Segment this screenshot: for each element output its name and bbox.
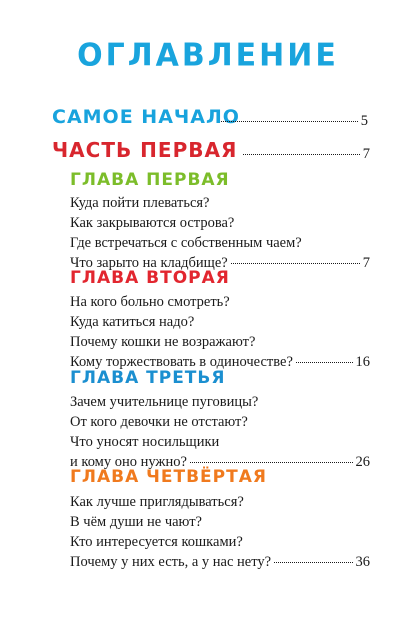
page-number: 7 bbox=[362, 255, 370, 271]
question-line: Что уносят носильщики bbox=[70, 434, 220, 450]
question-line: От кого девочки не отстают? bbox=[70, 414, 248, 430]
question-line-last: Почему у них есть, а у нас нету? 36 bbox=[70, 554, 370, 570]
page-number: 36 bbox=[355, 554, 370, 570]
chapter-3-questions bbox=[70, 392, 370, 472]
question-line: В чём души не чают? bbox=[70, 514, 202, 530]
question-line: Зачем учительнице пуговицы? bbox=[70, 394, 259, 410]
question-line: Как закрываются острова? bbox=[70, 215, 235, 231]
question-line: На кого больно смотреть? bbox=[70, 294, 230, 310]
question-line-last: Кому торжествовать в одиночестве? 16 bbox=[70, 354, 370, 370]
question-line: Почему кошки не возражают? bbox=[70, 334, 256, 350]
page-title: ОГЛАВЛЕНИЕ bbox=[77, 37, 339, 74]
dot-leader bbox=[221, 121, 358, 122]
dot-leader bbox=[296, 362, 353, 363]
chapter-4-questions bbox=[70, 492, 370, 572]
question-line: Как лучше приглядываться? bbox=[70, 494, 244, 510]
question-line: Куда катиться надо? bbox=[70, 314, 195, 330]
heading-chapter-3[interactable]: ГЛАВА ТРЕТЬЯ bbox=[70, 368, 226, 388]
chapter-1-questions bbox=[70, 193, 370, 273]
page-number: 16 bbox=[355, 354, 370, 370]
page-number: 7 bbox=[362, 146, 370, 162]
heading-chapter-4[interactable]: ГЛАВА ЧЕТВЁРТАЯ bbox=[70, 467, 267, 487]
heading-part-intro[interactable]: САМОЕ НАЧАЛО bbox=[52, 106, 240, 128]
dot-leader bbox=[274, 562, 352, 563]
chapter-2-questions bbox=[70, 292, 370, 372]
page-number: 26 bbox=[355, 454, 370, 470]
heading-chapter-1[interactable]: ГЛАВА ПЕРВАЯ bbox=[70, 170, 230, 190]
toc-row-part-intro bbox=[218, 113, 368, 130]
question-line-last: Что зарыто на кладбище? 7 bbox=[70, 255, 370, 271]
dot-leader bbox=[231, 263, 360, 264]
dot-leader bbox=[243, 154, 360, 155]
heading-part-one[interactable]: ЧАСТЬ ПЕРВАЯ bbox=[52, 138, 238, 162]
heading-chapter-2[interactable]: ГЛАВА ВТОРАЯ bbox=[70, 268, 230, 288]
toc-row-part-one bbox=[240, 146, 370, 163]
page-number: 5 bbox=[360, 113, 368, 129]
question-line: Куда пойти плеваться? bbox=[70, 195, 210, 211]
question-line: Кто интересуется кошками? bbox=[70, 534, 243, 550]
dot-leader bbox=[190, 462, 353, 463]
question-line-last: и кому оно нужно? 26 bbox=[70, 454, 370, 470]
question-line: Где встречаться с собственным чаем? bbox=[70, 235, 302, 251]
